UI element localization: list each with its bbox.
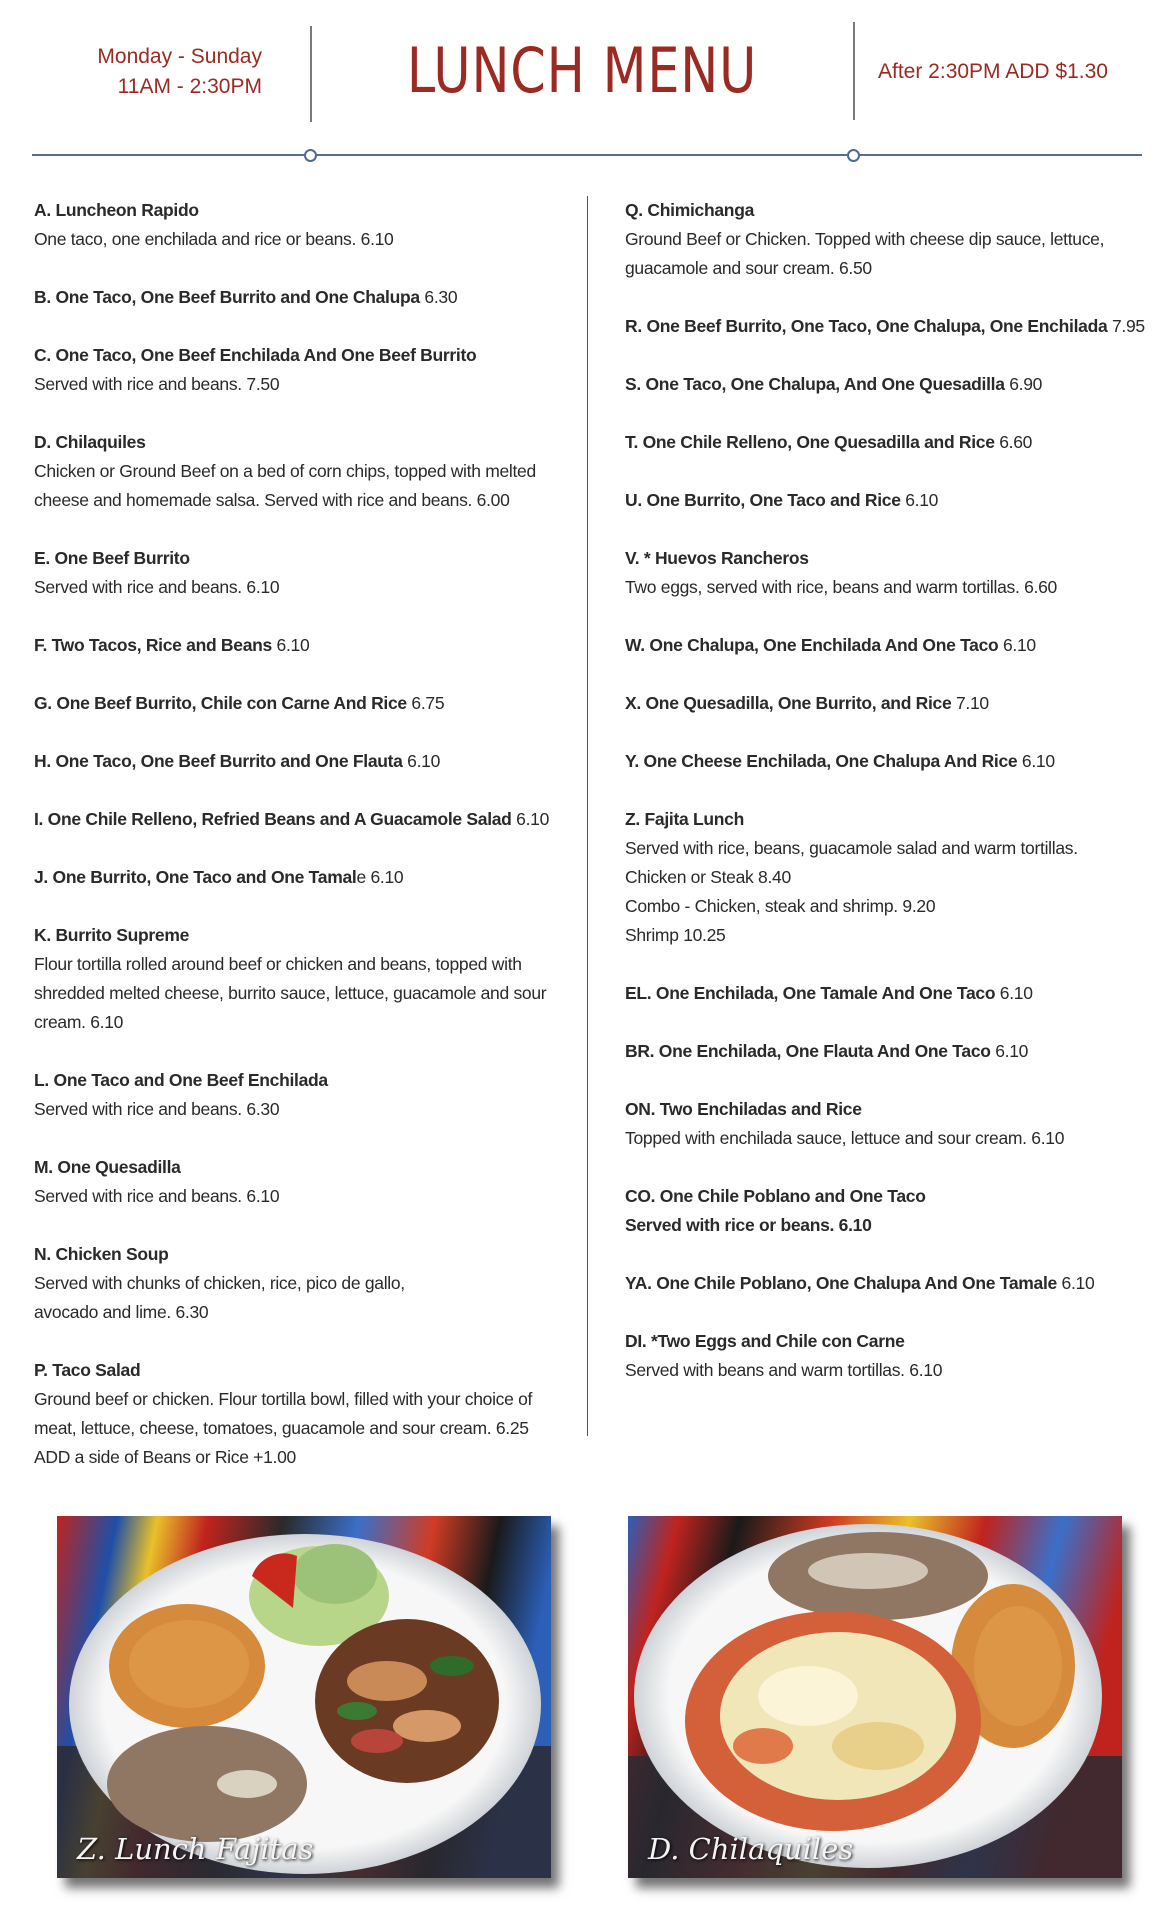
rule-dot-right — [847, 149, 860, 162]
menu-item-price: 6.75 — [406, 693, 445, 713]
menu-item-description: Topped with enchilada sauce, lettuce and sour cream. 6.10 — [625, 1128, 1065, 1148]
menu-item-heading — [34, 544, 574, 573]
menu-item-heading — [34, 921, 574, 950]
column-divider — [587, 196, 588, 1436]
after-hours-note: After 2:30PM ADD $1.30 — [878, 60, 1108, 83]
menu-item-price: 6.60 — [994, 432, 1033, 452]
menu-item-heading — [34, 196, 574, 225]
menu-item-heading — [34, 1240, 574, 1269]
menu-item — [625, 1095, 1145, 1153]
menu-item-heading — [34, 805, 574, 834]
menu-item-price: 7.10 — [951, 693, 989, 713]
menu-item-heading — [625, 747, 1145, 776]
photo-caption-fajitas: Z. Lunch Fajitas — [77, 1832, 314, 1866]
menu-item-heading — [625, 979, 1145, 1008]
menu-item-name: X. One Quesadilla, One Burrito, and Rice — [625, 693, 952, 713]
menu-item-description: shredded melted cheese, burrito sauce, lettuce, guacamole and sour — [34, 983, 547, 1003]
menu-item — [625, 312, 1145, 341]
menu-item-price: 6.10 — [271, 635, 310, 655]
menu-item-heading — [34, 747, 574, 776]
menu-item-heading — [625, 312, 1145, 341]
menu-item-name: S. One Taco, One Chalupa, And One Quesadilla — [625, 374, 1005, 394]
menu-item-description: One taco, one enchilada and rice or beans. 6.10 — [34, 229, 394, 249]
menu-item-heading — [625, 1327, 1145, 1356]
menu-item — [625, 486, 1145, 515]
menu-item-name: B. One Taco, One Beef Burrito and One Chalupa — [34, 287, 420, 307]
menu-item-heading — [34, 1066, 574, 1095]
menu-item-price: 6.30 — [419, 287, 458, 307]
menu-item-price: 6.10 — [1017, 751, 1055, 771]
menu-item-name: C. One Taco, One Beef Enchilada And One Beef Burrito — [34, 345, 477, 365]
menu-item-heading — [625, 1095, 1145, 1124]
header-divider-right — [853, 22, 855, 120]
menu-item-name: D. Chilaquiles — [34, 432, 146, 452]
menu-item-heading — [625, 631, 1145, 660]
menu-item — [34, 805, 574, 834]
menu-item — [34, 689, 574, 718]
menu-item-heading — [34, 689, 574, 718]
chilaquiles-plate-image — [628, 1516, 1122, 1878]
menu-item — [34, 341, 574, 399]
menu-item-price: e 6.10 — [356, 867, 404, 887]
menu-item-description: Served with rice, beans, guacamole salad and warm tortillas. — [625, 838, 1078, 858]
menu-item-name: Q. Chimichanga — [625, 200, 755, 220]
header-rule — [32, 154, 1142, 156]
menu-item-heading — [34, 341, 574, 370]
menu-item — [34, 747, 574, 776]
menu-item — [625, 979, 1145, 1008]
menu-item-description: Served with rice and beans. 7.50 — [34, 374, 280, 394]
menu-item-heading — [34, 631, 574, 660]
menu-item-description: Ground beef or chicken. Flour tortilla bowl, filled with your choice of — [34, 1389, 533, 1409]
menu-item-name: N. Chicken Soup — [34, 1244, 169, 1264]
menu-item-price: 6.10 — [998, 635, 1036, 655]
menu-item-description: Chicken or Ground Beef on a bed of corn chips, topped with melted — [34, 461, 536, 481]
menu-item-description: avocado and lime. 6.30 — [34, 1302, 209, 1322]
menu-item-heading — [625, 1037, 1145, 1066]
menu-header — [0, 0, 1166, 160]
fajitas-plate-image — [57, 1516, 551, 1878]
menu-item — [34, 1356, 574, 1472]
menu-item — [34, 631, 574, 660]
menu-item — [625, 689, 1145, 718]
menu-item-name: J. One Burrito, One Taco and One Tamal — [34, 867, 357, 887]
menu-item — [34, 1153, 574, 1211]
menu-item — [34, 1240, 574, 1327]
menu-item — [34, 863, 574, 892]
rule-dot-left — [304, 149, 317, 162]
menu-column-right — [625, 196, 1145, 1414]
menu-item-heading — [34, 863, 574, 892]
menu-item-heading — [34, 428, 574, 457]
menu-item-price: 6.90 — [1004, 374, 1043, 394]
menu-item-name: Y. One Cheese Enchilada, One Chalupa And Rice — [625, 751, 1018, 771]
days-text: Monday - Sunday — [97, 45, 262, 68]
hours-text: 11AM - 2:30PM — [117, 75, 262, 98]
menu-item-price: 6.10 — [900, 490, 939, 510]
hours-block — [97, 42, 262, 102]
menu-column-left — [34, 196, 574, 1501]
menu-item-name: H. One Taco, One Beef Burrito and One Flauta — [34, 751, 403, 771]
photo-lunch-fajitas — [57, 1516, 551, 1878]
menu-item-heading — [34, 283, 574, 312]
menu-item-description: Served with beans and warm tortillas. 6.10 — [625, 1360, 943, 1380]
menu-item — [34, 428, 574, 515]
menu-item-description: guacamole and sour cream. 6.50 — [625, 258, 872, 278]
menu-item-price: 6.10 — [1056, 1273, 1095, 1293]
menu-item — [625, 544, 1145, 602]
menu-item-name: K. Burrito Supreme — [34, 925, 190, 945]
menu-item-name: T. One Chile Relleno, One Quesadilla and Rice — [625, 432, 995, 452]
menu-item — [34, 544, 574, 602]
header-divider-left — [310, 26, 312, 122]
menu-item-name: BR. One Enchilada, One Flauta And One Taco — [625, 1041, 991, 1061]
page-title: LUNCH MENU — [406, 34, 758, 107]
menu-item-description: Served with rice and beans. 6.30 — [34, 1099, 280, 1119]
menu-item-price: 6.10 — [402, 751, 441, 771]
menu-item-description: Served with chunks of chicken, rice, pico de gallo, — [34, 1273, 405, 1293]
menu-item — [625, 1037, 1145, 1066]
menu-item-heading — [625, 544, 1145, 573]
menu-item-description: Shrimp 10.25 — [625, 925, 726, 945]
menu-item-name: P. Taco Salad — [34, 1360, 141, 1380]
menu-item-name: YA. One Chile Poblano, One Chalupa And One Tamale — [625, 1273, 1057, 1293]
menu-item-heading — [34, 1153, 574, 1182]
menu-item-description: ADD a side of Beans or Rice +1.00 — [34, 1447, 296, 1467]
menu-item — [34, 921, 574, 1037]
menu-item-name: A. Luncheon Rapido — [34, 200, 199, 220]
menu-item-heading — [34, 1356, 574, 1385]
menu-item-description: Chicken or Steak 8.40 — [625, 867, 791, 887]
menu-item-description: Served with rice and beans. 6.10 — [34, 577, 280, 597]
menu-item-price: 6.10 — [990, 1041, 1029, 1061]
menu-item-description: cheese and homemade salsa. Served with rice and beans. 6.00 — [34, 490, 510, 510]
menu-item-name: ON. Two Enchiladas and Rice — [625, 1099, 862, 1119]
menu-item-name: I. One Chile Relleno, Refried Beans and A Guacamole Salad — [34, 809, 512, 829]
menu-item — [625, 1327, 1145, 1385]
menu-item — [34, 283, 574, 312]
menu-item-description: meat, lettuce, cheese, tomatoes, guacamole and sour cream. 6.25 — [34, 1418, 529, 1438]
menu-item — [625, 805, 1145, 950]
menu-item-name: M. One Quesadilla — [34, 1157, 181, 1177]
menu-item-name: DI. *Two Eggs and Chile con Carne — [625, 1331, 905, 1351]
menu-item-name: EL. One Enchilada, One Tamale And One Taco — [625, 983, 996, 1003]
menu-item — [625, 370, 1145, 399]
menu-item-price: 6.10 — [511, 809, 550, 829]
menu-item-heading — [625, 370, 1145, 399]
menu-item-description: Served with rice or beans. 6.10 — [625, 1215, 872, 1235]
menu-item-description: Served with rice and beans. 6.10 — [34, 1186, 280, 1206]
menu-item-heading — [625, 805, 1145, 834]
menu-item-heading — [625, 1269, 1145, 1298]
menu-item-price: 6.10 — [995, 983, 1033, 1003]
menu-item-heading — [625, 689, 1145, 718]
menu-item — [34, 196, 574, 254]
menu-item-name: G. One Beef Burrito, Chile con Carne And Rice — [34, 693, 407, 713]
menu-item-name: R. One Beef Burrito, One Taco, One Chalupa, One Enchilada — [625, 316, 1108, 336]
menu-item-description: Two eggs, served with rice, beans and warm tortillas. 6.60 — [625, 577, 1057, 597]
menu-item-name: W. One Chalupa, One Enchilada And One Taco — [625, 635, 999, 655]
menu-item-description: Flour tortilla rolled around beef or chicken and beans, topped with — [34, 954, 522, 974]
menu-item — [625, 631, 1145, 660]
menu-item-description: Combo - Chicken, steak and shrimp. 9.20 — [625, 896, 936, 916]
photo-chilaquiles — [628, 1516, 1122, 1878]
photo-caption-chilaquiles: D. Chilaquiles — [648, 1832, 854, 1866]
menu-item-name: U. One Burrito, One Taco and Rice — [625, 490, 901, 510]
menu-item-name: CO. One Chile Poblano and One Taco — [625, 1186, 926, 1206]
menu-item-heading — [625, 1182, 1145, 1211]
menu-item-description: cream. 6.10 — [34, 1012, 124, 1032]
menu-item-heading — [625, 486, 1145, 515]
menu-item — [625, 428, 1145, 457]
menu-item-name: E. One Beef Burrito — [34, 548, 190, 568]
menu-item-name: Z. Fajita Lunch — [625, 809, 744, 829]
menu-item-name: F. Two Tacos, Rice and Beans — [34, 635, 272, 655]
menu-item-price: 7.95 — [1107, 316, 1145, 336]
menu-item-description: Ground Beef or Chicken. Topped with cheese dip sauce, lettuce, — [625, 229, 1105, 249]
menu-item-name: L. One Taco and One Beef Enchilada — [34, 1070, 328, 1090]
menu-item — [625, 747, 1145, 776]
menu-item-name: V. * Huevos Rancheros — [625, 548, 809, 568]
menu-item — [625, 1269, 1145, 1298]
menu-item-heading — [625, 196, 1145, 225]
menu-item-heading — [625, 428, 1145, 457]
menu-item — [625, 196, 1145, 283]
menu-item — [34, 1066, 574, 1124]
menu-item — [625, 1182, 1145, 1240]
